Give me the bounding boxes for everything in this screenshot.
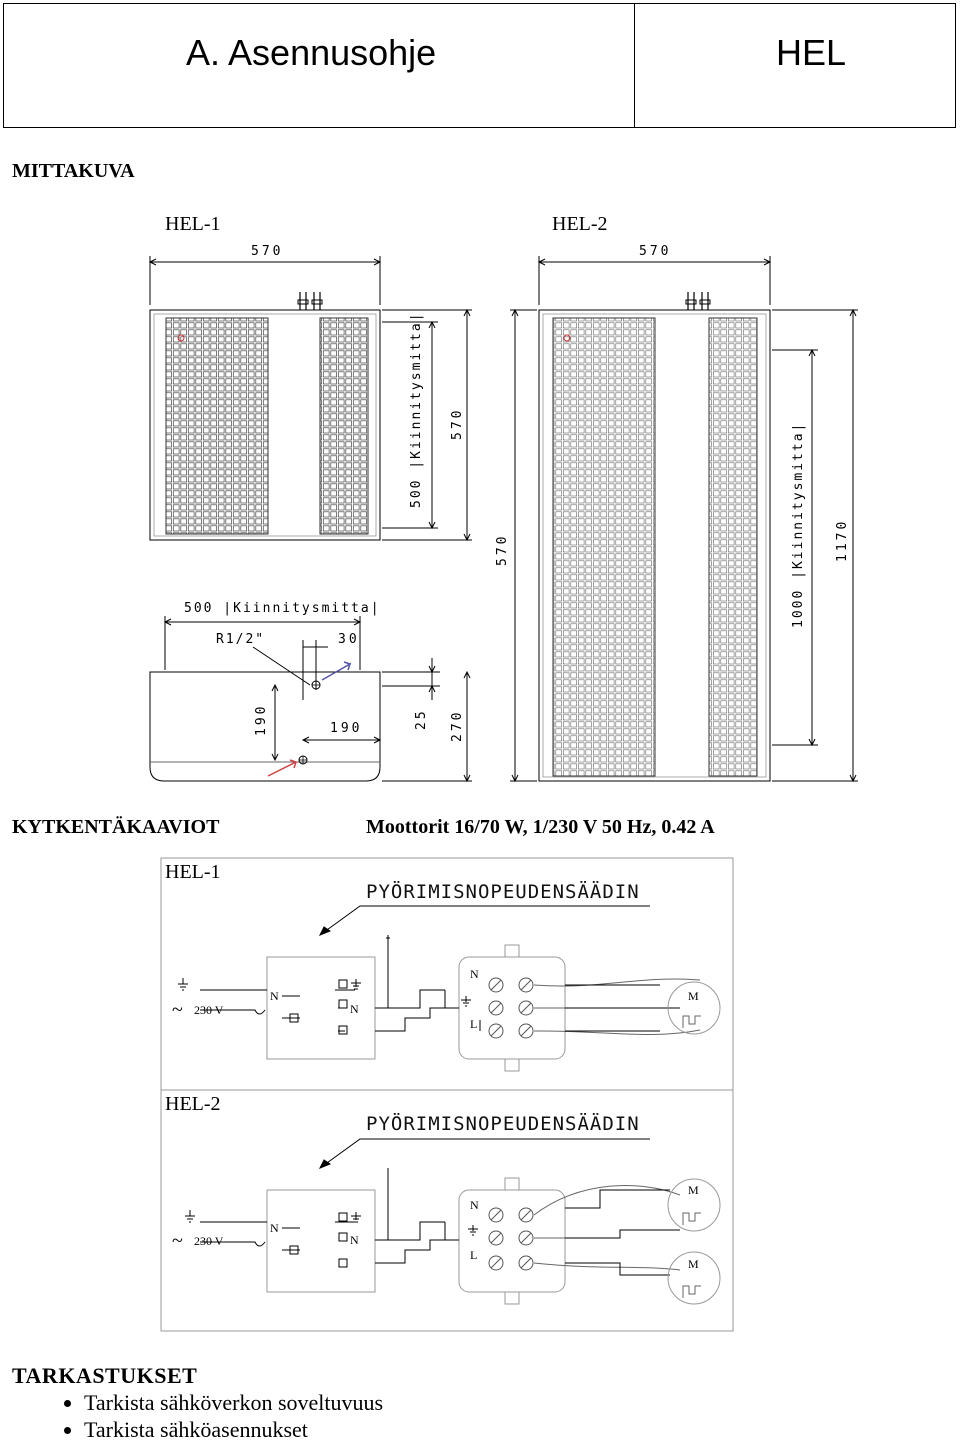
inspection-item: • Tarkista sähköasennukset [84, 1416, 383, 1443]
hel2-drawing-label: HEL-2 [552, 213, 608, 235]
hel2-terminal-n: N [470, 1198, 479, 1212]
inspection-item: • Tarkista sähköverkon soveltuvuus [84, 1389, 383, 1416]
hel2-terminal-l: L [470, 1248, 478, 1262]
hel1-neutral-left: N [270, 989, 279, 1003]
hel1-mount-dim: 500 |Kiinnitysmitta| [409, 311, 424, 508]
pipe-offset-dim: 30 [338, 632, 360, 647]
document-title: A. Asennusohje [186, 32, 437, 73]
hel2-controller-label: PYÖRIMISNOPEUDENSÄÄDIN [366, 1113, 640, 1135]
hel2-neutral-right: N [350, 1233, 359, 1247]
hel1-height-dim: 570 [450, 407, 465, 440]
side-dim-190-vertical: 190 [254, 703, 269, 736]
svg-text:~: ~ [172, 999, 183, 1021]
hel1-drawing-label: HEL-1 [165, 213, 221, 235]
hel2-wiring-diagram [185, 1139, 720, 1304]
hel1-side-height-dim: 570 [495, 533, 510, 566]
motor-spec: Moottorit 16/70 W, 1/230 V 50 Hz, 0.42 A [366, 816, 715, 838]
side-dim-270: 270 [450, 709, 465, 742]
hel2-width-dim: 570 [639, 244, 672, 259]
scale-heading: MITTAKUVA [12, 160, 135, 182]
bottom-mount-dim: 500 |Kiinnitysmitta| [184, 601, 381, 616]
hel2-front-view [539, 256, 770, 781]
product-code: HEL [776, 32, 847, 73]
hel2-neutral-left: N [270, 1221, 279, 1235]
hel2-height-dim: 1170 [835, 518, 850, 562]
hel2-supply-voltage: 230 V [194, 1234, 224, 1248]
side-dim-25: 25 [414, 708, 429, 730]
hel2-wiring-label: HEL-2 [165, 1093, 221, 1115]
hel1-terminal-l: L [470, 1017, 478, 1031]
inspections-heading: TARKASTUKSET [12, 1363, 198, 1388]
hel1-supply-voltage: 230 V [194, 1003, 224, 1017]
hel2-mount-dim: 1000 |Kiinnitysmitta| [791, 421, 806, 628]
hel1-motor-label: M [688, 989, 699, 1003]
hel1-wiring-label: HEL-1 [165, 861, 221, 883]
pipe-size-dim: R1/2" [216, 632, 266, 647]
side-dim-190-horizontal: 190 [330, 721, 363, 736]
hel1-front-view [150, 256, 380, 540]
hel2-motor1-label: M [688, 1183, 699, 1197]
hel1-terminal-n: N [470, 967, 479, 981]
inspection-list [40, 1389, 383, 1443]
wiring-frame [161, 858, 733, 1331]
hel1-wiring-diagram [178, 906, 720, 1071]
hel2-motor2-label: M [688, 1257, 699, 1271]
hel1-controller-label: PYÖRIMISNOPEUDENSÄÄDIN [366, 881, 640, 903]
hel1-bottom-view [150, 616, 472, 781]
hel1-width-dim: 570 [251, 244, 284, 259]
svg-text:~: ~ [172, 1230, 183, 1252]
wiring-heading: KYTKENTÄKAAVIOT [12, 816, 220, 838]
hel1-neutral-right: N [350, 1002, 359, 1016]
